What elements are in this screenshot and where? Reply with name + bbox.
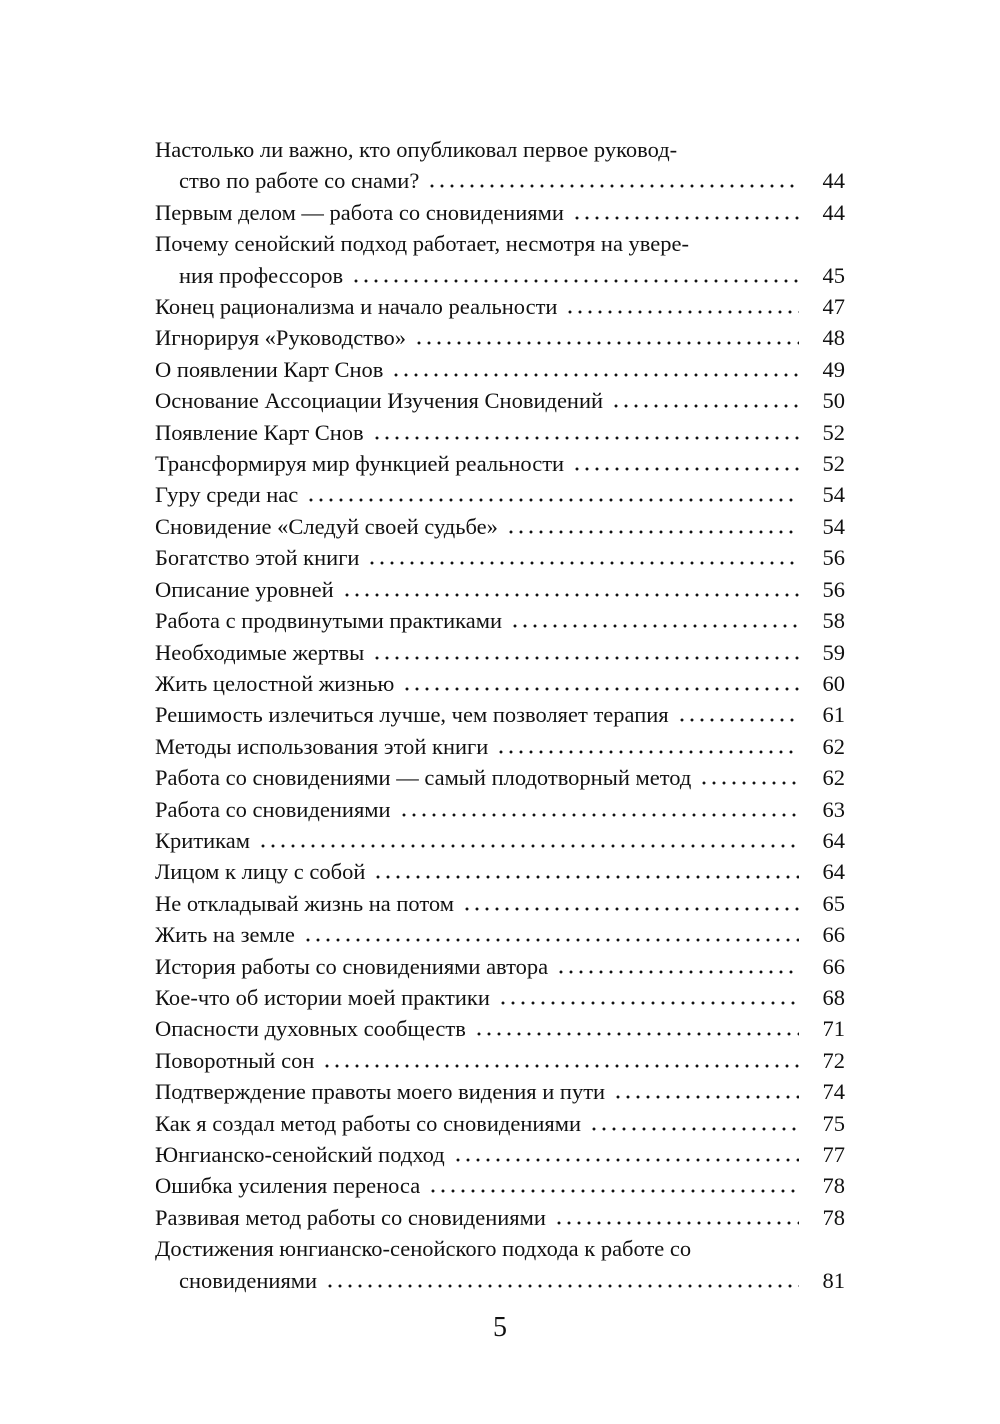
toc-entry-page: 75	[822, 1110, 845, 1136]
dot-leader	[372, 656, 799, 660]
dot-leader	[399, 813, 799, 817]
toc-entry	[155, 1233, 845, 1296]
toc-entry-title: Работа со сновидениями	[155, 796, 391, 822]
dot-leader	[414, 341, 799, 345]
toc-entry-page: 52	[822, 451, 845, 477]
toc-entry-title: Описание уровней	[155, 576, 334, 602]
toc-entry-title: Необходимые жертвы	[155, 639, 365, 665]
dot-leader	[427, 184, 799, 188]
toc-entry-title: Не откладывай жизнь на потом	[155, 890, 454, 916]
toc-entry-page: 54	[822, 513, 845, 539]
toc-entry-page: 58	[822, 608, 845, 634]
toc-entry-title: Жить на земле	[155, 922, 295, 948]
toc-entry-title: Кое-что об истории моей практики	[155, 984, 490, 1010]
toc-entry	[155, 637, 845, 668]
toc-entry-page: 78	[822, 1173, 845, 1199]
toc-entry-page: 62	[822, 765, 845, 791]
toc-entry	[155, 479, 845, 510]
toc-entry	[155, 511, 845, 542]
toc-entry-page: 66	[822, 953, 845, 979]
dot-leader	[373, 875, 799, 879]
toc-entry-title-continuation: ния профессоров	[179, 262, 344, 288]
toc-entry-title: Развивая метод работы со сновидениями	[155, 1204, 546, 1230]
dot-leader	[611, 404, 799, 408]
toc-entry-title: Поворотный сон	[155, 1047, 315, 1073]
dot-leader	[572, 216, 799, 220]
toc-entry-title: О появлении Карт Снов	[155, 356, 384, 382]
toc-entry-title: Подтверждение правоты моего видения и пути	[155, 1079, 606, 1105]
toc-entry-page: 56	[822, 545, 845, 571]
dot-leader	[572, 467, 799, 471]
toc-entry-page: 45	[822, 262, 845, 288]
toc-entry-page: 78	[822, 1204, 845, 1230]
toc-entry	[155, 1170, 845, 1201]
toc-entry	[155, 856, 845, 887]
dot-leader	[303, 938, 799, 942]
toc-entry-page: 74	[822, 1079, 845, 1105]
toc-entry-page: 66	[822, 922, 845, 948]
toc-entry-page: 54	[822, 482, 845, 508]
toc-entry-title: Достижения юнгианско-сенойского подхода к работе со	[155, 1236, 692, 1262]
toc-entry-page: 52	[822, 419, 845, 445]
dot-leader	[510, 624, 799, 628]
toc-entry-title: Основание Ассоциации Изучения Сновидений	[155, 388, 604, 414]
dot-leader	[554, 1221, 799, 1225]
toc-entry-title: Конец рационализма и начало реальности	[155, 294, 558, 320]
toc-entry-page: 49	[822, 356, 845, 382]
toc-entry	[155, 1108, 845, 1139]
toc-entry-title: Появление Карт Снов	[155, 419, 364, 445]
toc-entry	[155, 982, 845, 1013]
toc-entry-title: Методы использования этой книги	[155, 733, 489, 759]
toc-entry-page: 72	[822, 1047, 845, 1073]
toc-entry-title: Опасности духовных сообществ	[155, 1016, 466, 1042]
toc-entry-title: Трансформируя мир функцией реальности	[155, 451, 565, 477]
toc-entry-title: Гуру среди нас	[155, 482, 299, 508]
dot-leader	[453, 1158, 799, 1162]
toc-entry-title-continuation: ство по работе со снами?	[179, 168, 420, 194]
toc-entry	[155, 134, 845, 197]
dot-leader	[342, 593, 799, 597]
toc-entry-page: 71	[822, 1016, 845, 1042]
page-number: 5	[493, 1312, 507, 1343]
dot-leader	[498, 1001, 799, 1005]
dot-leader	[565, 310, 799, 314]
toc-entry	[155, 1013, 845, 1044]
dot-leader	[589, 1127, 799, 1131]
toc-entry-title: История работы со сновидениями автора	[155, 953, 549, 979]
toc-entry-page: 44	[822, 199, 845, 225]
dot-leader	[556, 970, 799, 974]
toc-entry-page: 63	[822, 796, 845, 822]
dot-leader	[351, 279, 799, 283]
toc-entry	[155, 1076, 845, 1107]
toc-entry	[155, 322, 845, 353]
dot-leader	[428, 1189, 799, 1193]
dot-leader	[677, 718, 799, 722]
dot-leader	[496, 750, 799, 754]
dot-leader	[372, 436, 799, 440]
toc-entry-page: 50	[822, 388, 845, 414]
toc-entry	[155, 1139, 845, 1170]
toc-entry	[155, 919, 845, 950]
dot-leader	[506, 530, 799, 534]
toc-entry	[155, 951, 845, 982]
dot-leader	[325, 1284, 799, 1288]
dot-leader	[613, 1095, 799, 1099]
toc-entry	[155, 448, 845, 479]
toc-entry	[155, 197, 845, 228]
toc-entry	[155, 1045, 845, 1076]
dot-leader	[474, 1032, 799, 1036]
toc-entry-title: Работа со сновидениями — самый плодотворный метод	[155, 765, 692, 791]
toc-entry	[155, 731, 845, 762]
dot-leader	[402, 687, 799, 691]
dot-leader	[306, 498, 799, 502]
toc-entry	[155, 605, 845, 636]
toc-entry-page: 64	[822, 859, 845, 885]
toc-entry	[155, 888, 845, 919]
toc-entry-title-continuation: сновидениями	[179, 1267, 318, 1293]
toc-entry-title: Критикам	[155, 827, 250, 853]
toc-entry-page: 77	[822, 1142, 845, 1167]
toc-entry	[155, 417, 845, 448]
toc-entry-title: Ошибка усиления переноса	[155, 1173, 421, 1199]
dot-leader	[391, 373, 799, 377]
dot-leader	[367, 561, 799, 565]
table-of-contents	[155, 134, 845, 1296]
toc-entry-title: Как я создал метод работы со сновидениями	[155, 1110, 582, 1136]
toc-entry-title: Богатство этой книги	[155, 545, 360, 571]
dot-leader	[322, 1064, 799, 1068]
toc-entry-title: Работа с продвинутыми практиками	[155, 608, 503, 634]
toc-entry-page: 65	[822, 890, 845, 916]
toc-entry-page: 60	[822, 670, 845, 696]
toc-entry-page: 64	[822, 827, 845, 853]
dot-leader	[699, 781, 799, 785]
toc-entry-page: 81	[822, 1267, 845, 1293]
toc-entry	[155, 291, 845, 322]
toc-entry-page: 59	[822, 639, 845, 665]
toc-entry	[155, 1202, 845, 1233]
toc-entry	[155, 668, 845, 699]
toc-entry	[155, 354, 845, 385]
toc-entry-title: Решимость излечиться лучше, чем позволяет терапия	[155, 702, 669, 728]
toc-entry-title: Жить целостной жизнью	[155, 670, 395, 696]
toc-entry-page: 44	[822, 168, 845, 194]
toc-entry	[155, 385, 845, 416]
toc-entry-page: 56	[822, 576, 845, 602]
toc-entry-title: Первым делом — работа со сновидениями	[155, 199, 564, 225]
toc-entry-page: 48	[822, 325, 845, 351]
toc-entry-page: 61	[822, 702, 845, 728]
toc-entry-title: Лицом к лицу с собой	[155, 859, 366, 885]
toc-entry-page: 47	[822, 294, 845, 320]
dot-leader	[258, 844, 799, 848]
toc-entry-title: Настолько ли важно, кто опубликовал первое руковод-	[155, 137, 678, 162]
toc-entry-title: Сновидение «Следуй своей судьбе»	[155, 513, 498, 539]
toc-entry	[155, 228, 845, 291]
toc-entry	[155, 762, 845, 793]
toc-entry-title: Юнгианско-сенойский подход	[155, 1142, 445, 1167]
toc-entry-page: 68	[822, 984, 845, 1010]
toc-entry	[155, 794, 845, 825]
toc-entry	[155, 542, 845, 573]
toc-entry-title: Игнорируя «Руководство»	[155, 325, 407, 351]
dot-leader	[462, 907, 799, 911]
toc-entry	[155, 825, 845, 856]
toc-entry-title: Почему сенойский подход работает, несмотря на увере-	[155, 231, 690, 257]
toc-entry	[155, 699, 845, 730]
toc-entry	[155, 574, 845, 605]
toc-entry-page: 62	[822, 733, 845, 759]
